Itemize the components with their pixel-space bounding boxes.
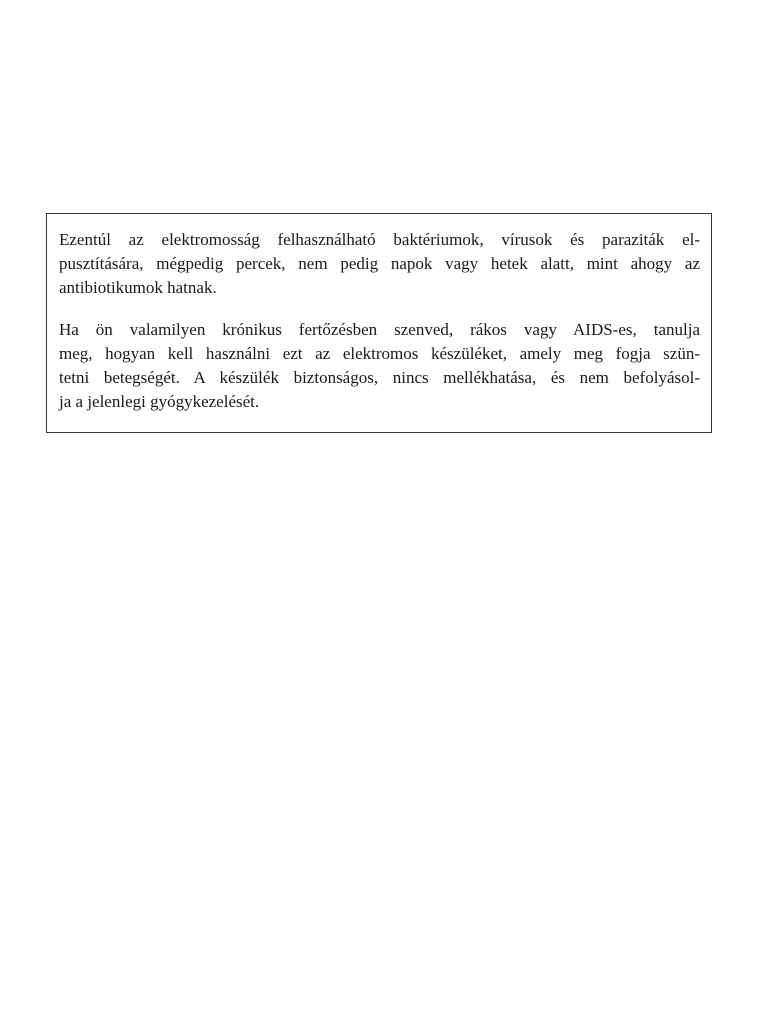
paragraph-1 bbox=[59, 228, 700, 300]
text-line: pusztítására, mégpedig percek, nem pedig napok vagy hetek alatt, mint ahogy az bbox=[59, 254, 700, 273]
text-line: tetni betegségét. A készülék biztonságos, nincs mellékhatása, és nem befolyásol- bbox=[59, 368, 700, 387]
text-line: Ezentúl az elektromosság felhasználható baktériumok, vírusok és paraziták el- bbox=[59, 230, 700, 249]
bordered-text-box bbox=[46, 213, 712, 433]
paragraph-2 bbox=[59, 318, 700, 414]
text-line: ja a jelenlegi gyógykezelését. bbox=[59, 392, 260, 411]
text-line: meg, hogyan kell használni ezt az elektromos készüléket, amely meg fogja szün- bbox=[59, 344, 700, 363]
text-line: antibiotikumok hatnak. bbox=[59, 278, 217, 297]
text-line: Ha ön valamilyen krónikus fertőzésben szenved, rákos vagy AIDS-es, tanulja bbox=[59, 320, 700, 339]
